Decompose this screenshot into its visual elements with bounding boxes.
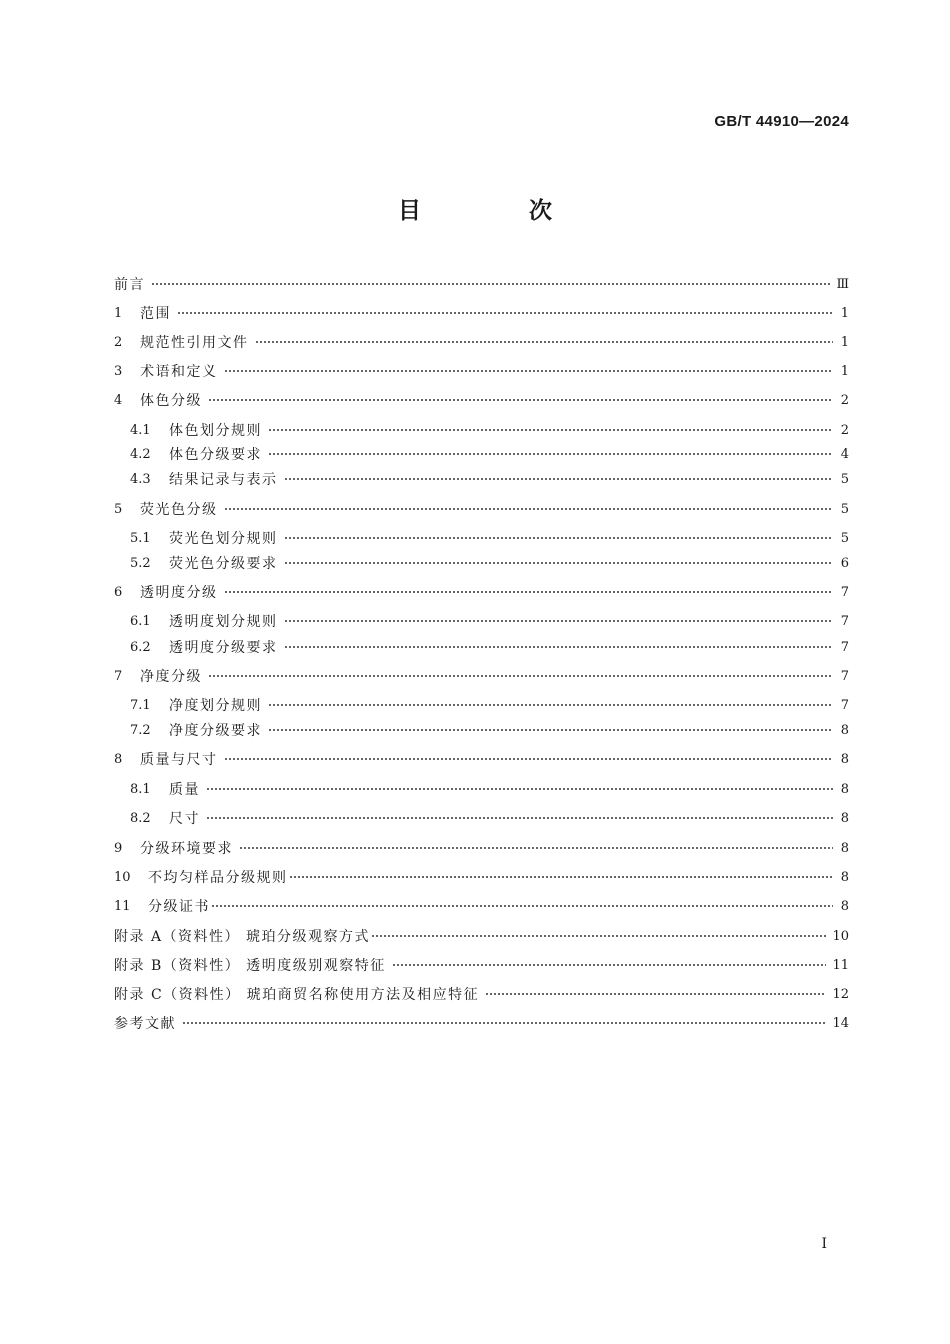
- toc-number: 1: [114, 305, 123, 321]
- toc-entry-annex-b[interactable]: [114, 955, 849, 975]
- toc-subentry[interactable]: [130, 553, 849, 573]
- toc-subentry[interactable]: [130, 695, 849, 715]
- dot-leader: [224, 590, 834, 594]
- toc-subentry[interactable]: [130, 469, 849, 489]
- dot-leader: [151, 282, 830, 286]
- toc-page: 5: [840, 530, 849, 546]
- toc-label: 净度划分规则: [169, 698, 262, 714]
- toc-number: 11: [114, 898, 131, 914]
- toc-page: 8: [840, 869, 849, 885]
- toc-number: 5.2: [130, 555, 151, 571]
- toc-number: 4.3: [130, 471, 151, 487]
- toc-page: 2: [840, 422, 849, 438]
- dot-leader: [284, 536, 834, 540]
- toc-page: 5: [840, 501, 849, 517]
- toc-subentry[interactable]: [130, 637, 849, 657]
- toc-label: 前言: [114, 277, 145, 293]
- toc-label: 荧光色划分规则: [169, 531, 278, 547]
- toc-entry-annex-a[interactable]: [114, 926, 849, 946]
- toc-label: 分级环境要求: [140, 841, 233, 857]
- toc-subentry[interactable]: [130, 779, 849, 799]
- toc-number: 4.2: [130, 446, 151, 462]
- toc-subentry[interactable]: [130, 420, 849, 440]
- toc-number: 6.2: [130, 639, 151, 655]
- toc-page: 8: [840, 840, 849, 856]
- dot-leader: [268, 728, 833, 732]
- toc-label: 净度分级: [140, 669, 202, 685]
- dot-leader: [224, 757, 834, 761]
- dot-leader: [284, 619, 834, 623]
- dot-leader: [284, 477, 834, 481]
- toc-number: 5: [114, 501, 123, 517]
- toc-entry-annex-c[interactable]: [114, 984, 849, 1004]
- toc-entry[interactable]: [114, 361, 849, 381]
- dot-leader: [255, 340, 834, 344]
- toc-page: 14: [832, 1015, 849, 1031]
- toc-label: 结果记录与表示: [169, 472, 278, 488]
- toc-page: 7: [840, 668, 849, 684]
- toc-label: 净度分级要求: [169, 723, 262, 739]
- dot-leader: [208, 674, 833, 678]
- toc-entry-bibliography[interactable]: [114, 1013, 849, 1033]
- toc-subentry[interactable]: [130, 808, 849, 828]
- toc-label: 尺寸: [169, 811, 200, 827]
- dot-leader: [211, 904, 833, 908]
- dot-leader: [239, 846, 833, 850]
- toc-number: 8.2: [130, 810, 151, 826]
- toc-label: 范围: [140, 306, 171, 322]
- toc-label: 透明度分级: [140, 585, 218, 601]
- toc-number: 5.1: [130, 530, 151, 546]
- toc-label: 规范性引用文件: [140, 335, 249, 351]
- toc-label: 质量: [169, 782, 200, 798]
- dot-leader: [268, 452, 833, 456]
- toc-page: 7: [840, 639, 849, 655]
- toc-page: Ⅲ: [836, 276, 849, 292]
- toc-entry[interactable]: [114, 332, 849, 352]
- toc-page: 7: [840, 613, 849, 629]
- toc-label: 参考文献: [114, 1016, 176, 1032]
- toc-number: 7.2: [130, 722, 151, 738]
- toc-entry[interactable]: [114, 303, 849, 323]
- toc-page: 8: [840, 810, 849, 826]
- dot-leader: [182, 1021, 826, 1025]
- toc-subentry[interactable]: [130, 528, 849, 548]
- toc-page: 5: [840, 471, 849, 487]
- toc-page: 2: [840, 392, 849, 408]
- dot-leader: [177, 311, 833, 315]
- toc-page: 1: [840, 305, 849, 321]
- toc-label: 荧光色分级要求: [169, 556, 278, 572]
- standard-code: GB/T 44910—2024: [714, 113, 849, 130]
- toc-entry[interactable]: [114, 896, 849, 916]
- dot-leader: [392, 963, 827, 967]
- toc-number: 8: [114, 751, 123, 767]
- toc-page: 6: [840, 555, 849, 571]
- toc-number: 7.1: [130, 697, 151, 713]
- toc-page: 1: [840, 363, 849, 379]
- toc-label: 术语和定义: [140, 364, 218, 380]
- toc-label: 附录 A（资料性） 琥珀分级观察方式: [114, 929, 371, 945]
- toc-page: 8: [840, 898, 849, 914]
- dot-leader: [208, 398, 833, 402]
- toc-entry-foreword[interactable]: [114, 274, 849, 294]
- dot-leader: [224, 507, 834, 511]
- toc-page: 10: [832, 928, 849, 944]
- dot-leader: [268, 703, 833, 707]
- toc-page: 8: [840, 722, 849, 738]
- toc-subentry[interactable]: [130, 444, 849, 464]
- toc-subentry[interactable]: [130, 611, 849, 631]
- dot-leader: [284, 645, 834, 649]
- toc-number: 4.1: [130, 422, 151, 438]
- toc-page: 7: [840, 697, 849, 713]
- toc-label: 透明度划分规则: [169, 614, 278, 630]
- toc-label: 荧光色分级: [140, 502, 218, 518]
- toc-number: 4: [114, 392, 123, 408]
- toc-label: 分级证书: [148, 899, 210, 915]
- toc-number: 6.1: [130, 613, 151, 629]
- toc-page: 4: [840, 446, 849, 462]
- toc-entry[interactable]: [114, 666, 849, 686]
- dot-leader: [485, 992, 826, 996]
- toc-label: 质量与尺寸: [140, 752, 218, 768]
- toc-entry[interactable]: [114, 867, 849, 887]
- toc-number: 7: [114, 668, 123, 684]
- dot-leader: [371, 934, 826, 938]
- dot-leader: [224, 369, 834, 373]
- dot-leader: [206, 816, 833, 820]
- toc-entry[interactable]: [114, 838, 849, 858]
- toc-number: 6: [114, 584, 123, 600]
- dot-leader: [289, 875, 834, 879]
- toc-page: 11: [832, 957, 849, 973]
- toc-number: 9: [114, 840, 123, 856]
- toc-label: 体色分级要求: [169, 447, 262, 463]
- page-title: 目 次: [397, 198, 602, 224]
- toc-page: 8: [840, 781, 849, 797]
- toc-entry[interactable]: [114, 582, 849, 602]
- toc-label: 透明度分级要求: [169, 640, 278, 656]
- toc-subentry[interactable]: [130, 720, 849, 740]
- dot-leader: [206, 787, 833, 791]
- toc-label: 体色分级: [140, 393, 202, 409]
- toc-entry[interactable]: [114, 499, 849, 519]
- dot-leader: [284, 561, 834, 565]
- toc-number: 2: [114, 334, 123, 350]
- toc-number: 3: [114, 363, 123, 379]
- toc-entry[interactable]: [114, 749, 849, 769]
- toc-label: 体色划分规则: [169, 423, 262, 439]
- toc-page: 8: [840, 751, 849, 767]
- toc-page: 12: [832, 986, 849, 1002]
- toc-page: 1: [840, 334, 849, 350]
- dot-leader: [268, 428, 833, 432]
- toc-number: 10: [114, 869, 131, 885]
- toc-page: 7: [840, 584, 849, 600]
- toc-label: 附录 B（资料性） 透明度级别观察特征: [114, 958, 386, 974]
- toc-label: 附录 C（资料性） 琥珀商贸名称使用方法及相应特征: [114, 987, 480, 1003]
- toc-number: 8.1: [130, 781, 151, 797]
- footer-page-number: I: [821, 1236, 827, 1252]
- toc-entry[interactable]: [114, 390, 849, 410]
- toc-label: 不均匀样品分级规则: [148, 870, 288, 886]
